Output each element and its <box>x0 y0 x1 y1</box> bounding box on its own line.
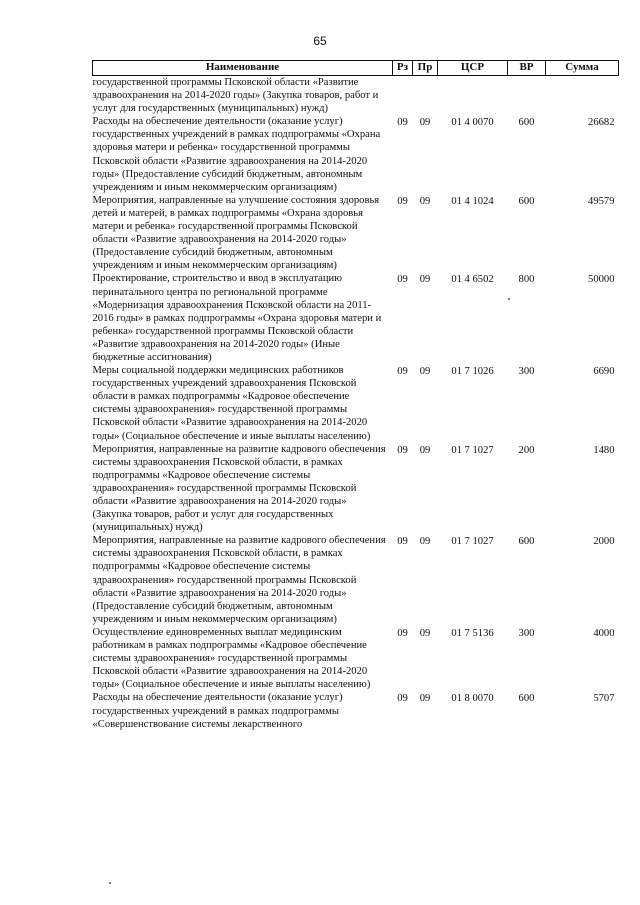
table-row <box>93 76 619 116</box>
table-header-row <box>93 61 619 76</box>
row-sum: 4000 <box>593 627 615 639</box>
row-name: Меры социальной поддержки медицинских работников государственных учреждений здравоохранения Псковской области в рамках подпрограммы «Кадровое обеспечение системы здравоохранения» государственной программы Псковской области «Развитие здравоохранения на 2014-2020 годы» (Социальное обеспечение и иные выплаты населению) <box>92 365 371 442</box>
row-pr: 09 <box>419 274 431 286</box>
header-name: Наименование <box>93 61 393 76</box>
row-name: Мероприятия, направленные на развитие кадрового обеспечения системы здравоохранения Псковской области, в рамках подпрограммы «Кадровое обеспечение системы здравоохранения» государственной программы Псковской области «Развитие здравоохранения на 2014-2020 годы» (Закупка товаров, работ и услуг для государственных (муниципальных) нужд) <box>92 443 386 534</box>
row-sum: 6690 <box>593 366 615 378</box>
table-row <box>93 534 619 626</box>
table-row <box>93 115 619 194</box>
budget-table <box>92 60 619 731</box>
row-vr: 600 <box>518 536 535 548</box>
table-row <box>93 272 619 364</box>
row-csr: 01 7 1027 <box>451 444 494 456</box>
row-sum: 5707 <box>593 693 615 705</box>
table-row <box>93 443 619 535</box>
row-sum: 49579 <box>588 195 615 207</box>
row-csr: 01 7 5136 <box>451 627 494 639</box>
table-row <box>93 364 619 443</box>
row-rz <box>393 76 413 116</box>
row-sum: 50000 <box>588 274 615 286</box>
row-name: Расходы на обеспечение деятельности (оказание услуг) государственных учреждений в рамках подпрограммы «Охрана здоровья матери и ребенка» государственной программы Псковской области «Развитие здравоохранения на 2014-2020 годы» (Предоставление субсидий бюджетным, автономным учреждениям и иным некоммерческим организациям) <box>92 116 381 193</box>
row-vr: 300 <box>518 366 535 378</box>
header-pr: Пр <box>413 61 438 76</box>
row-pr <box>413 76 438 116</box>
row-pr: 09 <box>419 444 431 456</box>
row-name: Мероприятия, направленные на улучшение состояния здоровья детей и матерей, в рамках подпрограммы «Охрана здоровья матери и ребенка» государственной программы Псковской области «Развитие здравоохранения на 2014-2020 годы» (Предоставление субсидий бюджетным, автономным учреждениям и иным некоммерческим организациям) <box>92 194 380 272</box>
header-rz: Рз <box>393 61 413 76</box>
row-vr: 300 <box>518 627 535 639</box>
row-name: Осуществление единовременных выплат медицинским работникам в рамках подпрограммы «Кадровое обеспечение системы здравоохранения» государственной программы Псковской области «Развитие здравоохранения на 2014-2020 годы» (Социальное обеспечение и иные выплаты населению) <box>92 626 371 691</box>
header-sum: Сумма <box>546 61 619 76</box>
row-vr: 800 <box>518 274 535 286</box>
row-vr <box>508 76 546 116</box>
scan-speck <box>508 298 510 300</box>
row-rz: 09 <box>397 274 408 286</box>
row-csr: 01 7 1027 <box>451 536 494 548</box>
row-rz: 09 <box>397 117 408 129</box>
row-pr: 09 <box>419 693 431 705</box>
row-pr: 09 <box>419 536 431 548</box>
header-vr: ВР <box>508 61 546 76</box>
row-csr: 01 4 0070 <box>451 117 494 129</box>
row-csr: 01 4 1024 <box>451 195 494 207</box>
row-sum: 2000 <box>593 536 615 548</box>
row-vr: 600 <box>518 693 535 705</box>
row-csr: 01 4 6502 <box>451 274 494 286</box>
row-vr: 200 <box>518 444 535 456</box>
row-pr: 09 <box>419 117 431 129</box>
row-pr: 09 <box>419 366 431 378</box>
table-row <box>93 691 619 730</box>
page-number: 65 <box>313 34 327 48</box>
row-rz: 09 <box>397 444 408 456</box>
table-row <box>93 626 619 691</box>
row-sum: 26682 <box>588 117 615 129</box>
table-row <box>93 194 619 273</box>
row-pr: 09 <box>419 195 431 207</box>
row-rz: 09 <box>397 366 408 378</box>
row-vr: 600 <box>518 117 535 129</box>
row-sum <box>546 76 619 116</box>
row-csr <box>438 76 508 116</box>
row-csr: 01 8 0070 <box>451 693 494 705</box>
row-name: государственной программы Псковской области «Развитие здравоохранения на 2014-2020 годы» (Закупка товаров, работ и услуг для государственных (муниципальных) нужд) <box>92 77 379 115</box>
row-name: Проектирование, строительство и ввод в эксплуатацию перинатального центра по региональной программе «Модернизация здравоохранения Псковской области на 2011-2016 годы» в рамках подпрограммы «Охрана здоровья матери и ребенка» государственной программы Псковской области «Развитие здравоохранения на 2014-2020 годы» (Иные бюджетные ассигнования) <box>92 273 382 363</box>
row-csr: 01 7 1026 <box>451 366 494 378</box>
scan-speck <box>109 882 111 884</box>
row-name: Мероприятия, направленные на развитие кадрового обеспечения системы здравоохранения Псковской области, в рамках подпрограммы «Кадровое обеспечение системы здравоохранения» государственной программы Псковской области «Развитие здравоохранения на 2014-2020 годы» (Предоставление субсидий бюджетным, автономным учреждениям и иным некоммерческим организациям) <box>92 535 386 625</box>
row-rz: 09 <box>397 536 408 548</box>
row-vr: 600 <box>518 195 535 207</box>
row-rz: 09 <box>397 693 408 705</box>
row-pr: 09 <box>419 627 431 639</box>
row-rz: 09 <box>397 627 408 639</box>
header-csr: ЦСР <box>438 61 508 76</box>
row-sum: 1480 <box>593 444 615 456</box>
row-name: Расходы на обеспечение деятельности (оказание услуг) государственных учреждений в рамках подпрограммы «Совершенствование системы лекарственного <box>92 692 343 730</box>
row-rz: 09 <box>397 195 408 207</box>
